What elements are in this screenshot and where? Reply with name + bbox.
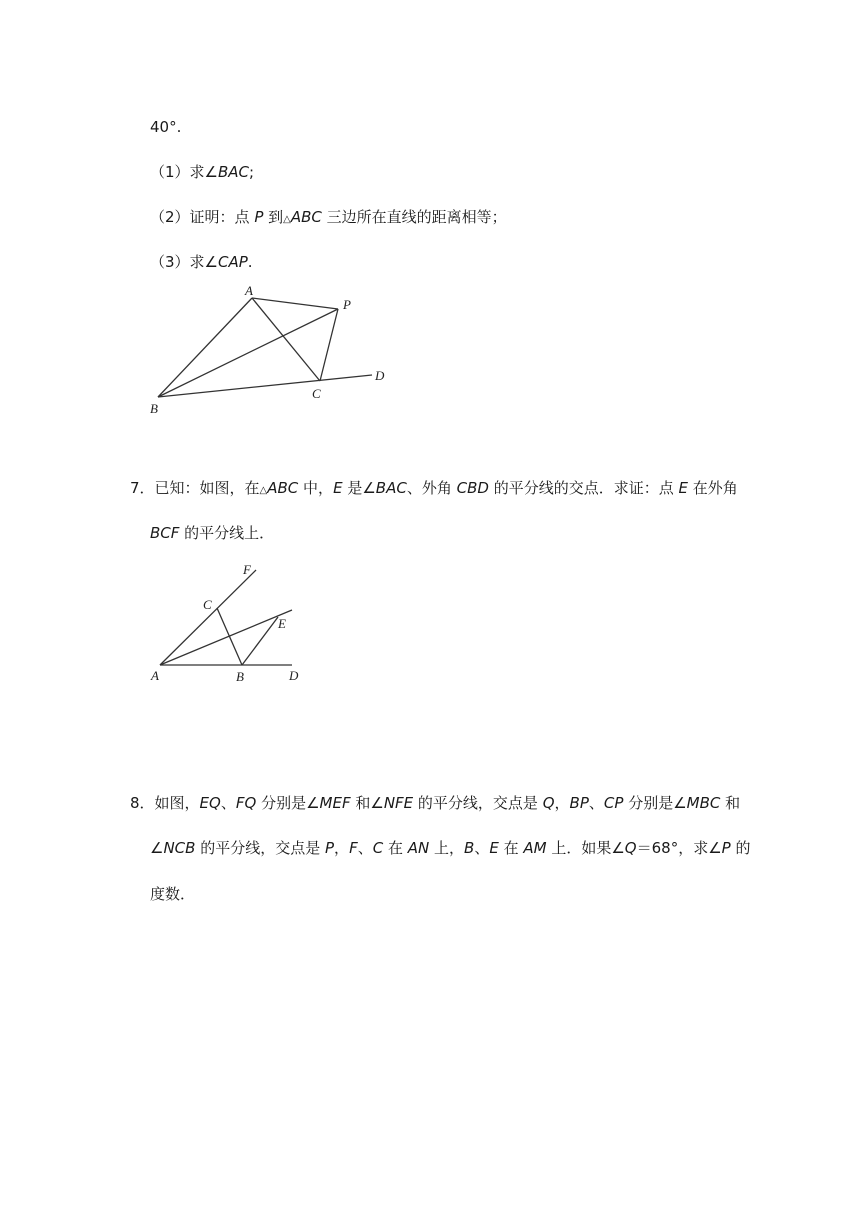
q7-label-c: C xyxy=(203,597,212,612)
q6-seg-ac xyxy=(252,298,320,381)
q7-seg-ae xyxy=(160,610,292,665)
q6-label-c: C xyxy=(312,386,321,401)
q7-line2: BCF 的平分线上． xyxy=(150,524,275,542)
q7-label-d: D xyxy=(289,668,299,683)
q7-seg-be xyxy=(242,617,278,665)
q6-seg-ab xyxy=(158,298,252,397)
q6-part1: （1）求∠BAC; xyxy=(150,163,255,181)
q6-part2: （2）证明：点 P 到△ABC 三边所在直线的距离相等； xyxy=(150,208,507,226)
q6-label-b: B xyxy=(150,401,158,416)
q6-seg-pc xyxy=(320,309,338,381)
q6-label-p: P xyxy=(343,297,351,312)
q6-seg-bp xyxy=(158,309,338,397)
q7-seg-cb xyxy=(217,608,242,665)
q6-label-a: A xyxy=(245,283,253,298)
q7-label-a: A xyxy=(151,668,159,683)
q7-label-b: B xyxy=(236,669,244,684)
q6-tail: 40°. xyxy=(150,118,182,136)
q6-seg-ap xyxy=(252,298,338,309)
q8-line2: ∠NCB 的平分线，交点是 P，F、C 在 AN 上，B、E 在 AM 上．如果∠Q＝68°，求∠P 的 xyxy=(150,839,751,857)
q6-seg-bd xyxy=(158,375,372,397)
q8-line1: 8．如图，EQ、FQ 分别是∠MEF 和∠NFE 的平分线，交点是 Q，BP、CP 分别是∠MBC 和 xyxy=(130,794,741,812)
q8-line3: 度数． xyxy=(150,885,196,903)
q6-part3: （3）求∠CAP. xyxy=(150,253,253,271)
q7-line1: 7．已知：如图，在△ABC 中，E 是∠BAC、外角 CBD 的平分线的交点．求证：点 E 在外角 xyxy=(130,479,738,497)
q7-seg-af xyxy=(160,570,256,665)
q7-label-f: F xyxy=(243,562,251,577)
q7-label-e: E xyxy=(278,616,286,631)
q6-label-d: D xyxy=(375,368,385,383)
